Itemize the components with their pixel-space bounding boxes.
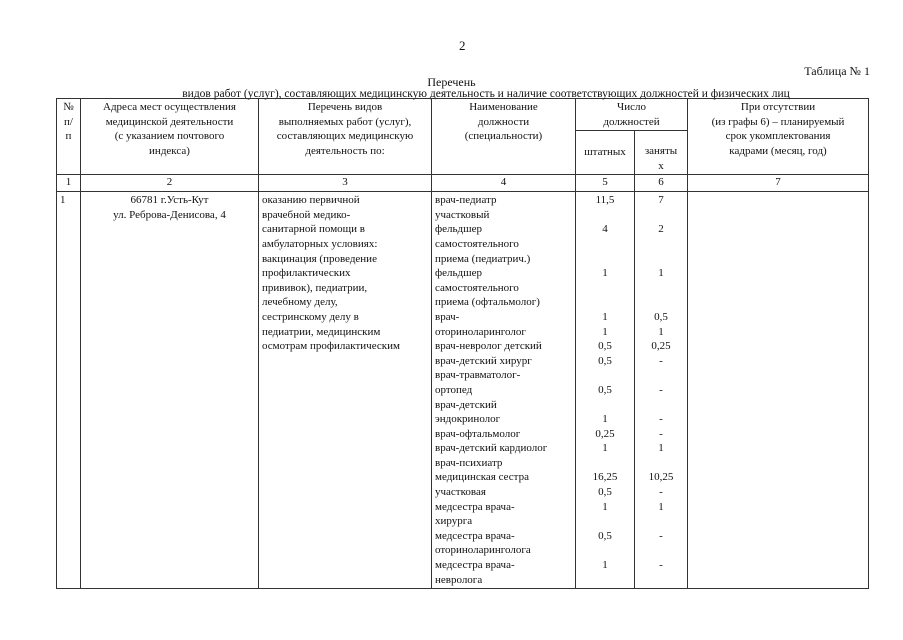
staff-value: 0,5 — [598, 529, 612, 542]
work-line: сестринскому делу в — [262, 310, 359, 323]
position-line: врач-офтальмолог — [435, 427, 521, 440]
staff-value: 0,5 — [598, 340, 612, 353]
column-number: 7 — [688, 175, 869, 192]
occupied-value: - — [659, 383, 663, 396]
staff-value — [579, 456, 631, 471]
staff-value: 0,5 — [598, 383, 612, 396]
occupied-value: - — [659, 529, 663, 542]
staff-value: 1 — [602, 413, 608, 426]
row-works — [259, 192, 432, 589]
occupied-value: 1 — [658, 325, 664, 338]
position-line: врач-детский хирург — [435, 354, 532, 367]
column-number: 4 — [432, 175, 576, 192]
staff-value: 1 — [602, 500, 608, 513]
staff-value: 1 — [602, 267, 608, 280]
occupied-value: 2 — [658, 223, 664, 236]
occupied-value: - — [659, 354, 663, 367]
header-occupied: заняты х — [635, 131, 688, 175]
work-line: врачебной медико- — [262, 208, 351, 221]
occupied-value — [638, 456, 684, 471]
occupied-value: - — [659, 559, 663, 572]
header-staff: штатных — [576, 131, 635, 175]
position-line: оториноларинголога — [435, 544, 531, 557]
staff-value: 1 — [602, 325, 608, 338]
position-line: ортопед — [435, 383, 473, 396]
position-line: участковая — [435, 486, 486, 499]
position-line: оториноларинголог — [435, 325, 526, 338]
row-staff — [576, 192, 635, 589]
position-line: хирурга — [435, 515, 473, 528]
staff-value — [579, 368, 631, 383]
staff-value — [579, 208, 631, 223]
position-line: приема (педиатрич.) — [435, 252, 531, 265]
column-number: 3 — [259, 175, 432, 192]
occupied-value — [638, 368, 684, 383]
position-line: эндокринолог — [435, 413, 501, 426]
position-line: фельдшер — [435, 223, 482, 236]
occupied-value — [638, 281, 684, 296]
position-line: невролога — [435, 573, 483, 586]
row-occupied — [635, 192, 688, 589]
staff-value — [579, 237, 631, 252]
position-line: врач- — [435, 310, 460, 323]
row-address: 66781 г.Усть-Кут ул. Реброва-Денисова, 4 — [81, 192, 259, 589]
column-number: 2 — [81, 175, 259, 192]
occupied-value — [638, 543, 684, 558]
position-line: самостоятельного — [435, 237, 519, 250]
column-number: 5 — [576, 175, 635, 192]
occupied-value — [638, 252, 684, 267]
occupied-value: 1 — [658, 442, 664, 455]
position-line: врач-детский кардиолог — [435, 442, 548, 455]
occupied-value — [638, 398, 684, 413]
occupied-value: - — [659, 413, 663, 426]
position-line: врач-невролог детский — [435, 340, 542, 353]
page-number: 2 — [459, 38, 466, 53]
occupied-value — [638, 573, 684, 588]
occupied-value — [638, 208, 684, 223]
work-line: оказанию первичной — [262, 194, 360, 207]
row-num: 1 — [57, 192, 81, 589]
occupied-value — [638, 237, 684, 252]
staff-value: 1 — [602, 442, 608, 455]
header-address: Адреса мест осуществления медицинской деятельности (с указанием почтового индекса) — [81, 99, 259, 175]
work-line: профилактических — [262, 267, 351, 280]
heading-title: Перечень — [427, 75, 476, 89]
work-line: вакцинация (проведение — [262, 252, 377, 265]
occupied-value: 1 — [658, 500, 664, 513]
position-line: участковый — [435, 208, 490, 221]
staff-value: 16,25 — [592, 471, 618, 484]
header-absent: При отсутствии (из графы 6) – планируемый срок укомплектования кадрами (месяц, год) — [688, 99, 869, 175]
table-row — [57, 192, 869, 589]
position-line: врач-травматолог- — [435, 369, 521, 382]
staff-value: 0,5 — [598, 354, 612, 367]
work-line: прививок), педиатрии, — [262, 281, 368, 294]
position-line: врач-психиатр — [435, 456, 503, 469]
staff-value — [579, 514, 631, 529]
position-line: врач-педиатр — [435, 194, 497, 207]
header-count: Число должностей — [576, 99, 688, 131]
work-line: педиатрии, медицинским — [262, 325, 381, 338]
staff-value — [579, 281, 631, 296]
staff-value: 1 — [602, 310, 608, 323]
work-line: санитарной помощи в — [262, 223, 365, 236]
occupied-value: 0,25 — [651, 340, 671, 353]
header-num: № п/ п — [57, 99, 81, 175]
occupied-value — [638, 514, 684, 529]
occupied-value: 0,5 — [654, 310, 668, 323]
staff-value — [579, 398, 631, 413]
position-line: фельдшер — [435, 267, 482, 280]
row-positions — [432, 192, 576, 589]
occupied-value: 1 — [658, 267, 664, 280]
occupied-value: 7 — [658, 194, 664, 207]
header-position: Наименование должности (специальности) — [432, 99, 576, 175]
staff-value: 1 — [602, 559, 608, 572]
staff-value: 4 — [602, 223, 608, 236]
work-line: амбулаторных условиях: — [262, 237, 378, 250]
occupied-value — [638, 295, 684, 310]
position-line: медицинская сестра — [435, 471, 529, 484]
header-works: Перечень видов выполняемых работ (услуг), составляющих медицинскую деятельность по: — [259, 99, 432, 175]
position-line: медсестра врача- — [435, 559, 515, 572]
column-numbers-row — [57, 175, 869, 192]
position-line: приема (офтальмолог) — [435, 296, 540, 309]
column-number: 1 — [57, 175, 81, 192]
occupied-value: 10,25 — [648, 471, 674, 484]
row-absent — [688, 192, 869, 589]
staff-value — [579, 252, 631, 267]
staff-value: 11,5 — [595, 194, 615, 207]
work-line: лечебному делу, — [262, 296, 338, 309]
position-line: медсестра врача- — [435, 500, 515, 513]
heading-subtitle: видов работ (услуг), составляющих медицинскую деятельность и наличие соответствующих должностей и физических лиц — [182, 88, 790, 100]
staff-value: 0,25 — [595, 427, 615, 440]
occupied-value: - — [659, 427, 663, 440]
staff-value: 0,5 — [598, 486, 612, 499]
work-line: осмотрам профилактическим — [262, 340, 400, 353]
position-line: врач-детский — [435, 398, 497, 411]
staffing-table — [56, 98, 869, 589]
position-line: самостоятельного — [435, 281, 519, 294]
occupied-value: - — [659, 486, 663, 499]
staff-value — [579, 573, 631, 588]
staff-value — [579, 295, 631, 310]
table-caption: Таблица № 1 — [804, 64, 870, 78]
staff-value — [579, 543, 631, 558]
column-number: 6 — [635, 175, 688, 192]
position-line: медсестра врача- — [435, 529, 515, 542]
